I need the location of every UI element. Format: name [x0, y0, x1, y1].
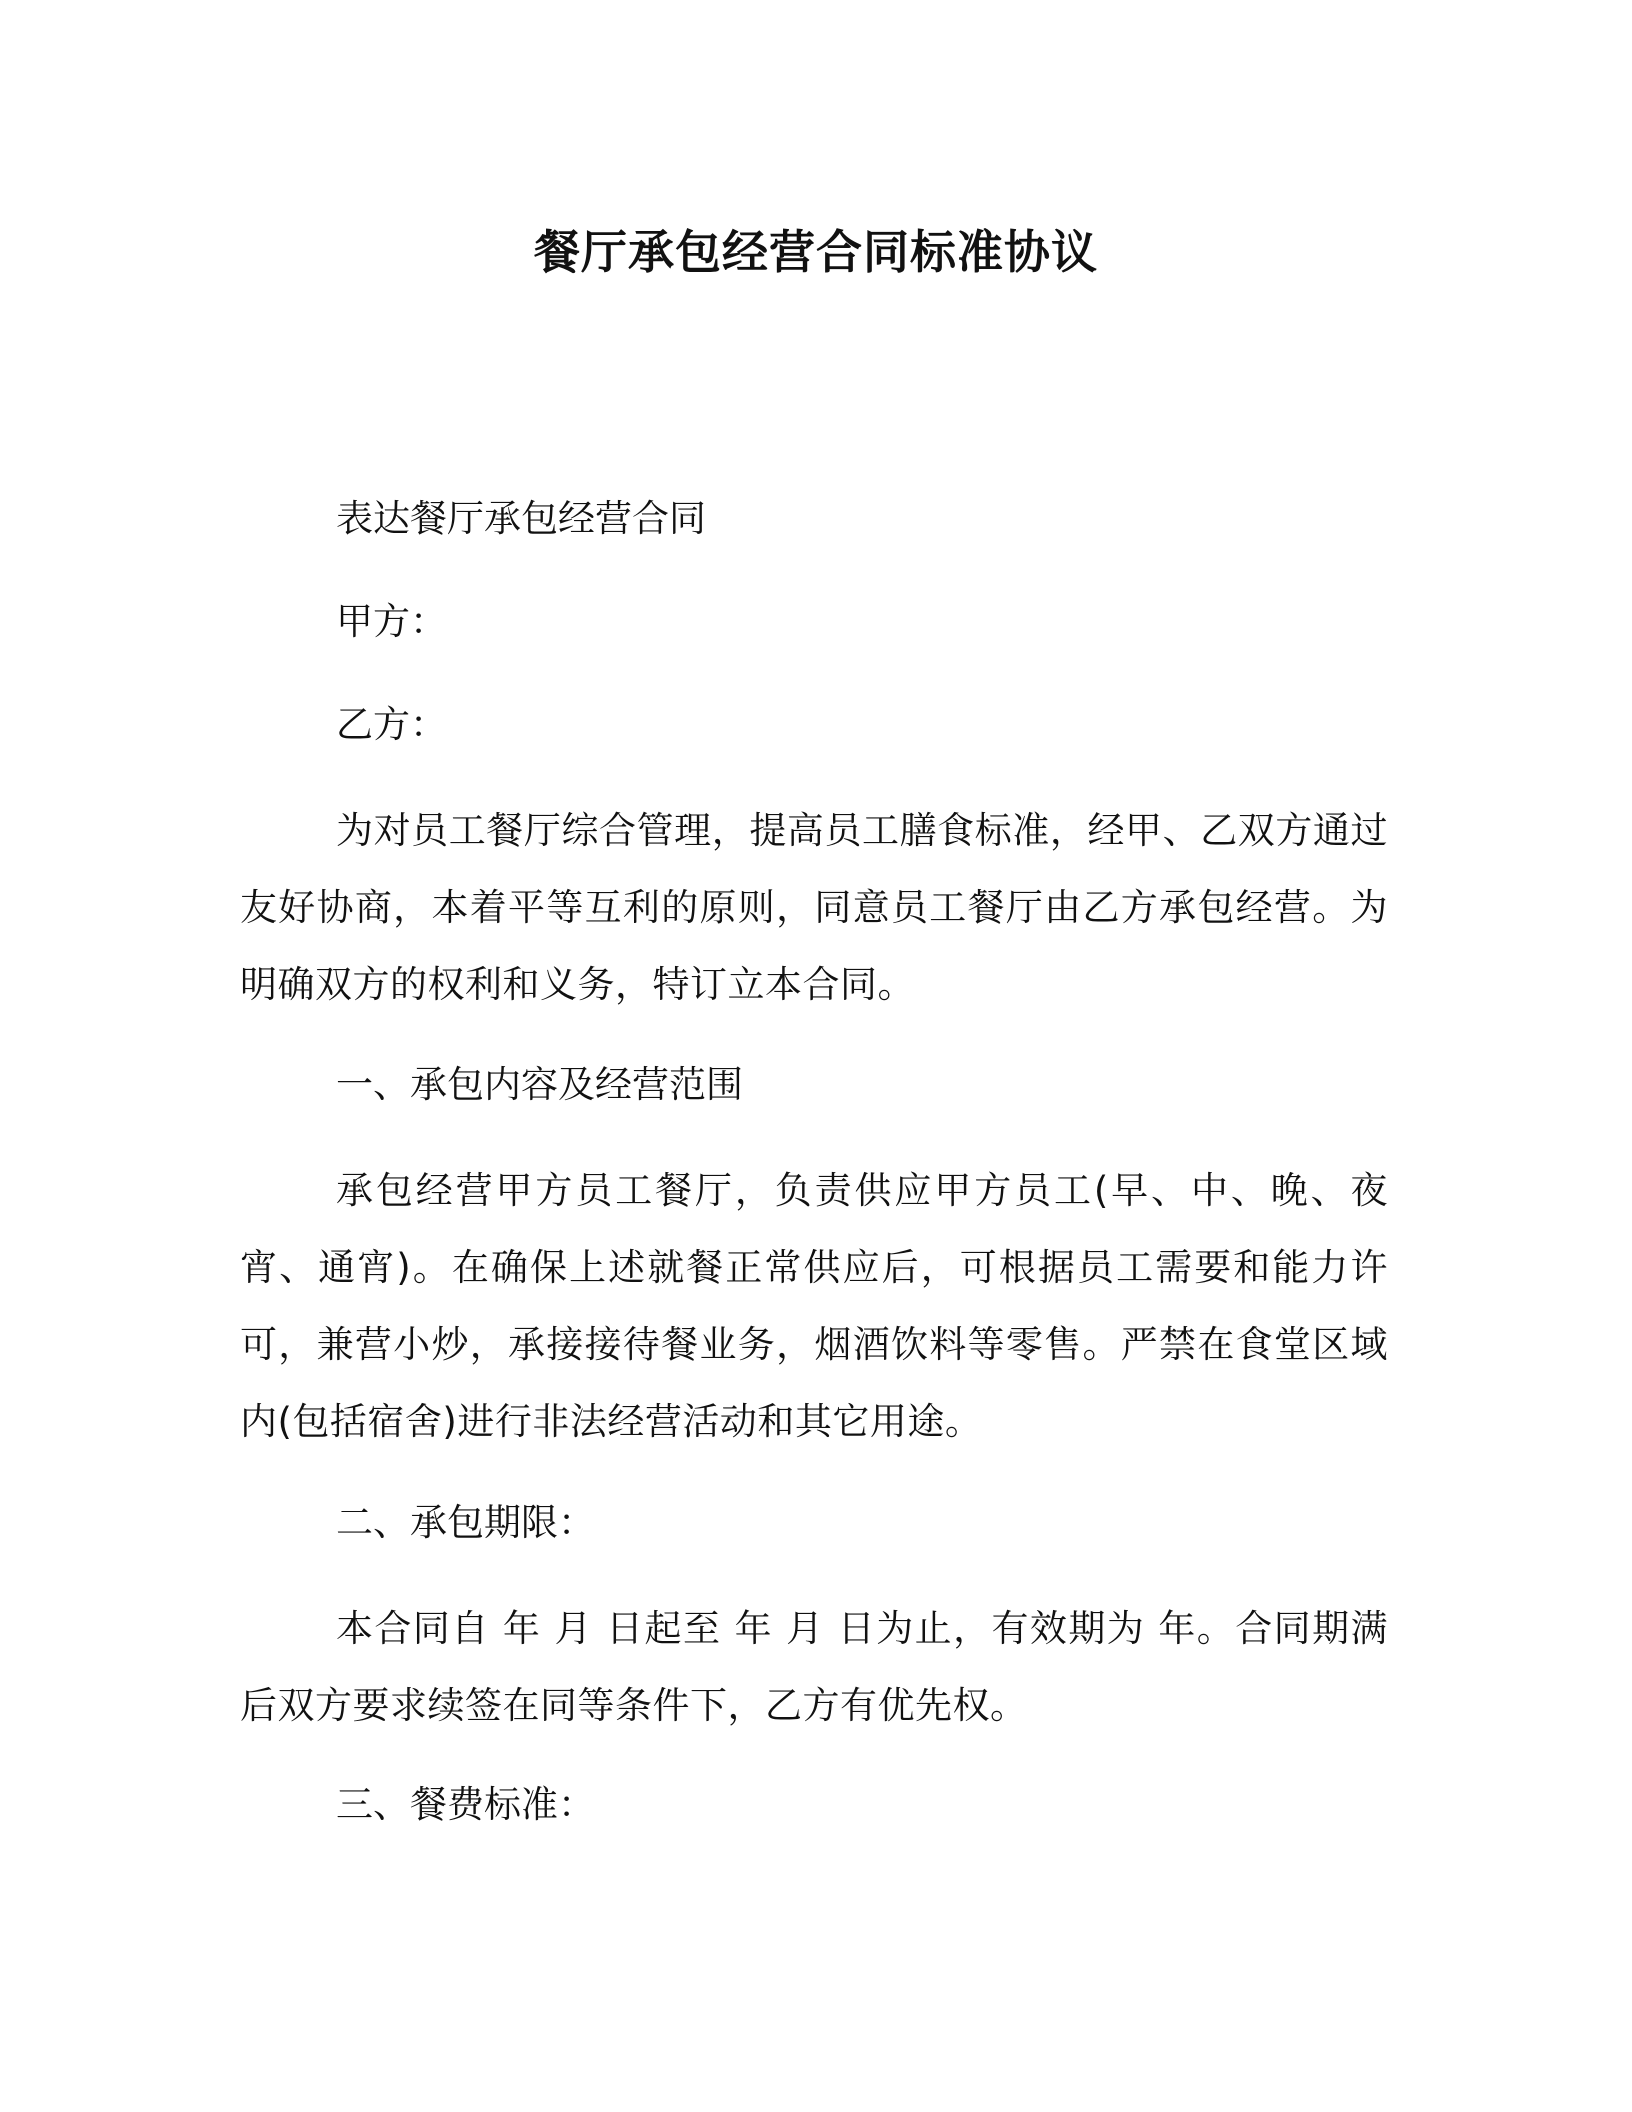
- party-b-label: 乙方：: [336, 703, 447, 746]
- document-title: 餐厅承包经营合同标准协议: [534, 225, 1098, 279]
- section-heading-meal-fee: 三、餐费标准：: [336, 1783, 595, 1826]
- section-heading-term: 二、承包期限：: [336, 1501, 595, 1544]
- intro-paragraph: 为对员工餐厅综合管理，提高员工膳食标准，经甲、乙双方通过友好协商，本着平等互利的原则，同意员工餐厅由乙方承包经营。为明确双方的权利和义务，特订立本合同。: [240, 809, 1388, 1006]
- document-subtitle: 表达餐厅承包经营合同: [336, 497, 706, 540]
- section-body-scope: 承包经营甲方员工餐厅，负责供应甲方员工(早、中、晚、夜宵、通宵)。在确保上述就餐正常供应后，可根据员工需要和能力许可，兼营小炒，承接接待餐业务，烟酒饮料等零售。严禁在食堂区域内(包括宿舍)进行非法经营活动和其它用途。: [240, 1169, 1388, 1443]
- section-body-term: 本合同自 年 月 日起至 年 月 日为止，有效期为 年。合同期满后双方要求续签在同等条件下，乙方有优先权。: [240, 1607, 1388, 1727]
- party-a-label: 甲方：: [336, 600, 447, 643]
- section-heading-scope: 一、承包内容及经营范围: [336, 1063, 743, 1106]
